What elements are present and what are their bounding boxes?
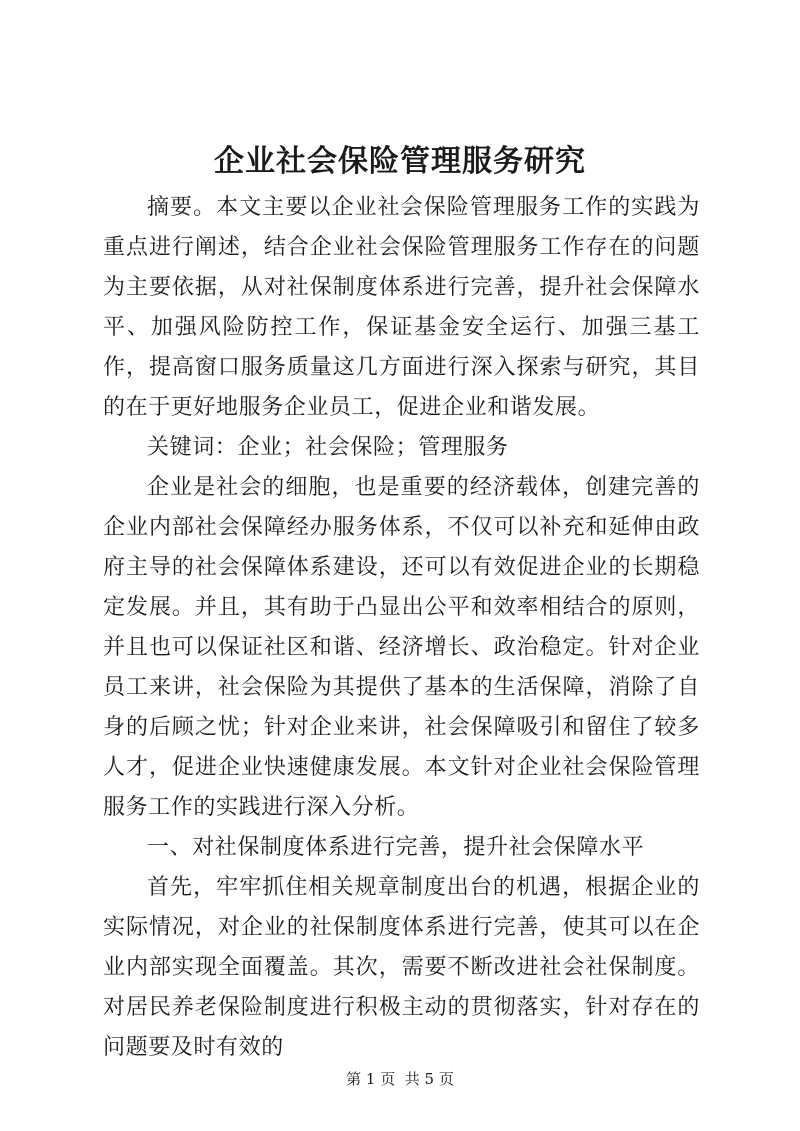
section-paragraph: 首先，牢牢抓住相关规章制度出台的机遇，根据企业的实际情况，对企业的社保制度体系进行完善，使其可以在企业内部实现全面覆盖。其次，需要不断改进社会社保制度。对居民养老保险制度进行积极主动的贯彻落实，针对存在的问题要及时有效的	[103, 875, 700, 1060]
section-heading: 一、对社保制度体系进行完善，提升社会保障水平	[147, 835, 645, 860]
introduction-paragraph: 企业是社会的细胞，也是重要的经济载体，创建完善的企业内部社会保障经办服务体系，不仅可以补充和延伸由政府主导的社会保障体系建设，还可以有效促进企业的长期稳定发展。并且，其有助于凸显出公平和效率相结合的原则，并且也可以保证社区和谐、经济增长、政治稳定。针对企业员工来讲，社会保险为其提供了基本的生活保障，消除了自身的后顾之忧；针对企业来讲，社会保障吸引和留住了较多人才，促进企业快速健康发展。本文针对企业社会保险管理服务工作的实践进行深入分析。	[103, 475, 700, 820]
document-title: 企业社会保险管理服务研究	[214, 144, 586, 179]
page-number: 第 1 页	[346, 1070, 396, 1088]
abstract-paragraph: 摘要。本文主要以企业社会保险管理服务工作的实践为重点进行阐述，结合企业社会保险管理服务工作存在的问题为主要依据，从对社保制度体系进行完善，提升社会保障水平、加强风险防控工作，保证基金安全运行、加强三基工作，提高窗口服务质量这几方面进行深入探索与研究，其目的在于更好地服务企业员工，促进企业和谐发展。	[103, 195, 700, 420]
keywords-paragraph: 关键词：企业；社会保险；管理服务	[147, 435, 509, 460]
page-total: 共 5 页	[404, 1070, 454, 1088]
document-body	[103, 188, 700, 1068]
page-footer	[0, 1068, 800, 1090]
